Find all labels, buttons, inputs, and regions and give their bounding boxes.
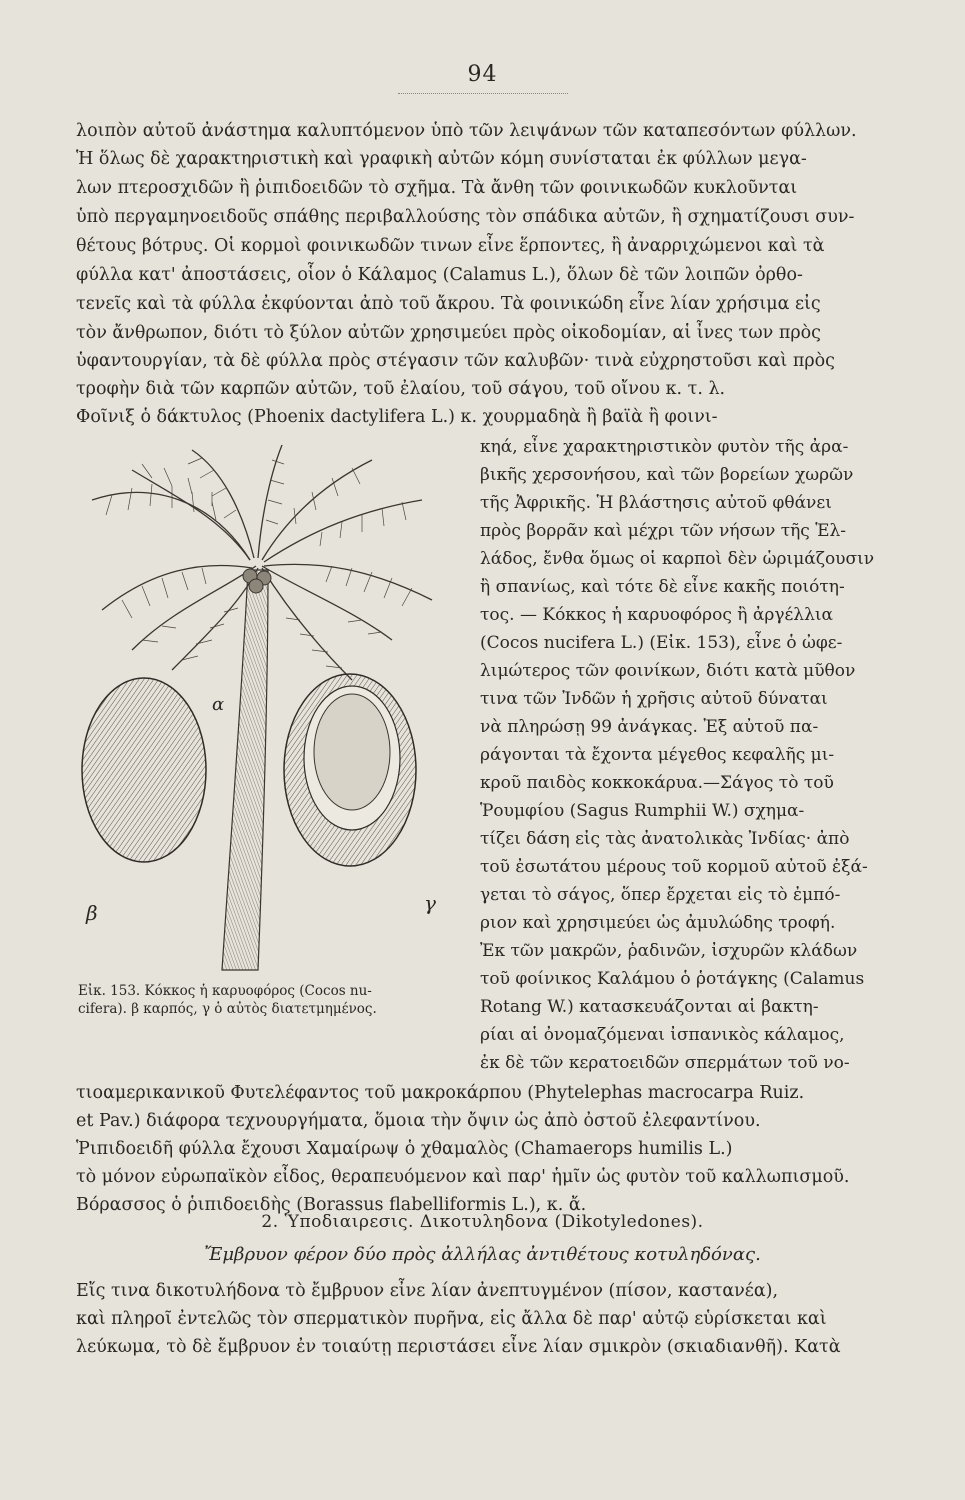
caption-line: Εἰκ. 153. Κόκκος ἡ καρυοφόρος (Cocos nu- [78,983,372,999]
text-line: καὶ πληροῖ ἐντελῶς τὸν σπερματικὸν πυρῆνα, εἰς ἄλλα δὲ παρ' αὐτῷ εὑρίσκεται καὶ [76,1309,827,1329]
text-line: Ἡ ὅλως δὲ χαρακτηριστικὴ καὶ γραφικὴ αὐτῶν κόμη συνίσταται ἐκ φύλλων μεγα- [76,149,807,169]
text-line: τος. — Κόκκος ἡ καρυοφόρος ἢ ἀργέλλια [480,605,833,625]
text-line: Εἴς τινα δικοτυλήδονα τὸ ἔμβρυον εἶνε λίαν ἀνεπτυγμένον (πίσον, καστανέα), [76,1281,779,1301]
palm-illustration [72,440,472,980]
text-line: λοιπὸν αὐτοῦ ἀνάστημα καλυπτόμενον ὑπὸ τῶν λειψάνων τῶν καταπεσόντων φύλλων. [76,121,857,141]
text-line: ὑφαντουργίαν, τὰ δὲ φύλλα πρὸς στέγασιν τῶν καλυβῶν· τινὰ εὐχρηστοῦσι καὶ πρὸς [76,351,835,371]
text-line: νὰ πληρώσῃ 99 ἀνάγκας. Ἐξ αὐτοῦ πα- [480,717,819,737]
text-line: τροφὴν διὰ τῶν καρπῶν αὐτῶν, τοῦ ἐλαίου, τοῦ σάγου, τοῦ οἴνου κ. τ. λ. [76,379,726,399]
whole-coconut [82,678,206,862]
text-line: ράγονται τὰ ἔχοντα μέγεθος κεφαλῆς μι- [480,745,835,765]
text-line: τιοαμερικανικοῦ Φυτελέφαντος τοῦ μακροκάρπου (Phytelephas macrocarpa Ruiz. [76,1083,805,1103]
text-line: γεται τὸ σάγος, ὅπερ ἔρχεται εἰς τὸ ἐμπό- [480,885,841,905]
page-number-rule [398,93,568,94]
coconut-palm-figure [72,440,472,980]
text-line: λιμώτερος τῶν φοινίκων, διότι κατὰ μῦθον [480,661,856,681]
text-line: et Pav.) διάφορα τεχνουργήματα, ὅμοια τὴν ὄψιν ὡς ἀπὸ ὀστοῦ ἐλεφαντίνου. [76,1111,761,1131]
text-line: φύλλα κατ' ἀποστάσεις, οἷον ὁ Κάλαμος (Calamus L.), ὅλων δὲ τῶν λοιπῶν ὀρθο- [76,265,803,285]
text-line: τενεῖς καὶ τὰ φύλλα ἐκφύονται ἀπὸ τοῦ ἄκρου. Τὰ φοινικώδη εἶνε λίαν χρήσιμα εἰς [76,294,821,314]
text-line: τίζει δάση εἰς τὰς ἀνατολικὰς Ἰνδίας· ἀπὸ [480,829,850,849]
text-line: τινα τῶν Ἰνδῶν ἡ χρῆσις αὐτοῦ δύναται [480,689,828,709]
section-heading: 2. Ὑποδιαιρεσις. Δικοτυληδονα (Dikotyledones). [261,1212,704,1232]
text-line: ὑπὸ περγαμηνοειδοῦς σπάθης περιβαλλούσης τὸν σπάδικα αὐτῶν, ἢ σχηματίζουσι συν- [76,207,855,227]
text-line: τοῦ ἐσωτάτου μέρους τοῦ κορμοῦ αὐτοῦ ἐξά- [480,857,868,877]
text-line: λεύκωμα, τὸ δὲ ἔμβρυον ἐν τοιαύτῃ περιστάσει εἶνε λίαν σμικρὸν (σκιαδιανθῆ). Κατὰ [76,1337,841,1357]
text-line: λων πτεροσχιδῶν ἢ ῥιπιδοειδῶν τὸ σχῆμα. Τὰ ἄνθη τῶν φοινικωδῶν κυκλοῦνται [76,178,798,198]
text-line: Ῥιπιδοειδῆ φύλλα ἔχουσι Χαμαίρωψ ὁ χθαμαλὸς (Chamaerops humilis L.) [76,1139,733,1159]
figure-caption [78,982,478,1018]
text-line: λάδος, ἔνθα ὅμως οἱ καρποὶ δὲν ὡριμάζουσιν [480,549,875,569]
text-line: τὸ μόνον εὐρωπαϊκὸν εἶδος, θεραπευόμενον καὶ παρ' ἡμῖν ὡς φυτὸν τοῦ καλλωπισμοῦ. [76,1167,850,1187]
text-line: βικῆς χερσονήσου, καὶ τῶν βορείων χωρῶν [480,465,854,485]
text-line: Ἐκ τῶν μακρῶν, ῥαδινῶν, ἰσχυρῶν κλάδων [480,941,858,961]
section-subheading: Ἔμβρυον φέρον δύο πρὸς ἀλλήλας ἀντιθέτους κοτυληδόνας. [204,1244,761,1265]
text-line: ἢ σπανίως, καὶ τότε δὲ εἶνε κακῆς ποιότη- [480,577,845,597]
label-g: γ [424,891,436,915]
text-line: πρὸς βορρᾶν καὶ μέχρι τῶν νήσων τῆς Ἑλ- [480,521,847,541]
cut-coconut [284,674,416,866]
caption-line: cifera). β καρπός, γ ὁ αὐτὸς διατετμημένος. [78,1001,377,1017]
page-number: 94 [467,62,498,87]
text-line: Βόρασσος ὁ ῥιπιδοειδὴς (Borassus flabelliformis L.), κ. ἄ. [76,1195,587,1215]
text-line: ρίαι αἱ ὀνομαζόμεναι ἰσπανικὸς κάλαμος, [480,1025,845,1045]
text-line: ἐκ δὲ τῶν κερατοειδῶν σπερμάτων τοῦ νο- [480,1053,850,1073]
text-line: Φοῖνιξ ὁ δάκτυλος (Phoenix dactylifera L.) κ. χουρμαδηὰ ἢ βαϊὰ ἢ φοινι- [76,407,718,427]
label-a: α [212,694,225,715]
text-line: κροῦ παιδὸς κοκκοκάρυα.—Σάγος τὸ τοῦ [480,773,834,793]
label-b: β [86,901,98,925]
text-line: Rotang W.) κατασκευάζονται αἱ βακτη- [480,997,819,1017]
text-line: Ῥουμφίου (Sagus Rumphii W.) σχημα- [480,801,805,821]
palm-trunk [222,570,268,970]
text-line: θέτους βότρυς. Οἱ κορμοὶ φοινικωδῶν τινων εἶνε ἕρποντες, ἢ ἀναρριχώμενοι καὶ τὰ [76,236,825,256]
text-line: ριον καὶ χρησιμεύει ὡς ἀμυλώδης τροφή. [480,913,836,933]
text-line: τῆς Ἀφρικῆς. Ἡ βλάστησις αὐτοῦ φθάνει [480,493,832,513]
text-line: (Cocos nucifera L.) (Εἰκ. 153), εἶνε ὁ ὠφε- [480,633,843,653]
text-line: τοῦ φοίνικος Καλάμου ὁ ῥοτάγκης (Calamus [480,969,865,989]
text-line: κηά, εἶνε χαρακτηριστικὸν φυτὸν τῆς ἀρα- [480,437,849,457]
text-line: τὸν ἄνθρωπον, διότι τὸ ξύλον αὐτῶν χρησιμεύει πρὸς οἰκοδομίαν, αἱ ἶνες των πρὸς [76,323,821,343]
